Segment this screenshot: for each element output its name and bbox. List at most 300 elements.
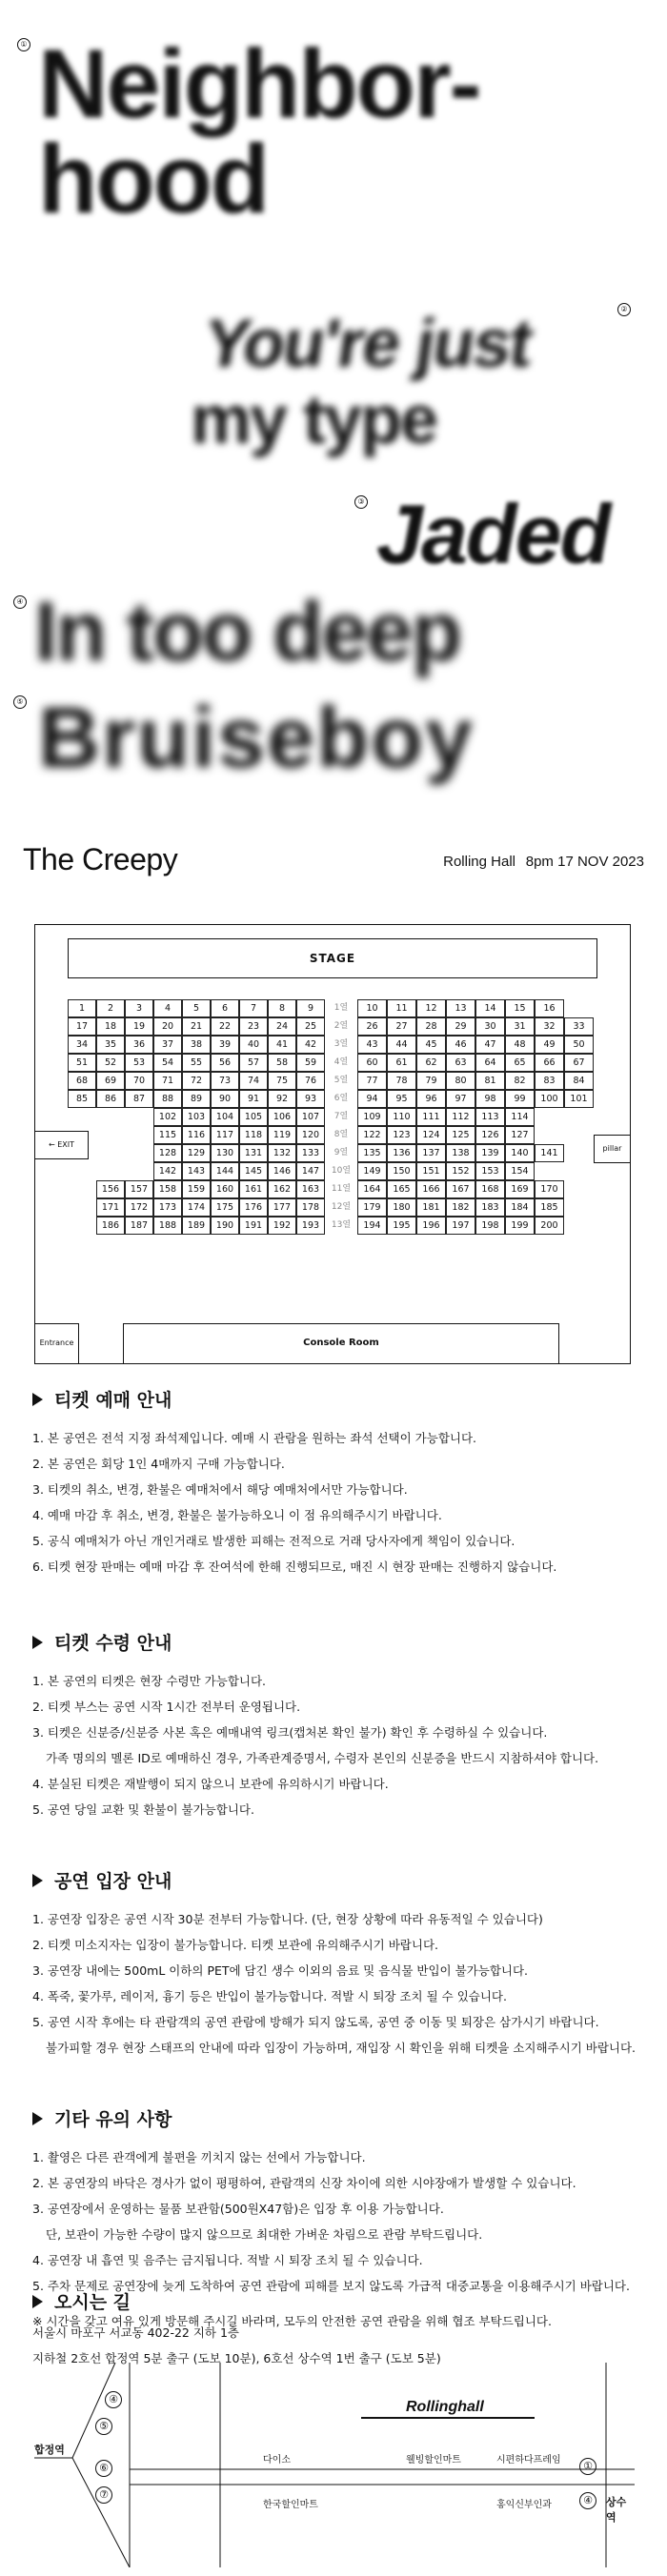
seat: 157 <box>125 1180 153 1198</box>
seat-empty <box>68 1217 96 1235</box>
seat-empty <box>564 999 594 1017</box>
seat: 164 <box>357 1180 387 1198</box>
seat: 47 <box>475 1036 505 1054</box>
info-line: 2. 티켓 미소지자는 입장이 불가능합니다. 티켓 보관에 유의해주시기 바랍니다. <box>32 1938 438 1952</box>
seat: 101 <box>564 1090 594 1108</box>
info-line: 2. 본 공연은 회당 1인 4매까지 구매 가능합니다. <box>32 1457 285 1471</box>
seat: 25 <box>296 1017 325 1036</box>
seat: 62 <box>416 1054 446 1072</box>
seat-empty <box>564 1126 594 1144</box>
info-line: 불가피할 경우 현장 스태프의 안내에 따라 입장이 가능하며, 재입장 시 확인을 위해 티켓을 소지해주시기 바랍니다. <box>46 2041 637 2055</box>
seat: 48 <box>505 1036 535 1054</box>
seat: 116 <box>182 1126 211 1144</box>
seat: 135 <box>357 1144 387 1162</box>
song-title-neighborhood: Neighbor- <box>38 30 480 138</box>
seat: 26 <box>357 1017 387 1036</box>
row-label: 13열 <box>331 1220 352 1230</box>
seat: 1 <box>68 999 96 1017</box>
seat: 144 <box>211 1162 239 1180</box>
seat: 79 <box>416 1072 446 1090</box>
artist-name: The Creepy <box>23 842 178 876</box>
seat: 61 <box>387 1054 416 1072</box>
seat: 126 <box>475 1126 505 1144</box>
seat: 187 <box>125 1217 153 1235</box>
seat: 78 <box>387 1072 416 1090</box>
event-header <box>23 842 644 880</box>
seat: 149 <box>357 1162 387 1180</box>
seat-empty <box>564 1198 594 1217</box>
song-title-bruiseboy: Bruiseboy <box>38 691 475 786</box>
hero-artwork <box>0 0 667 819</box>
section-title: 티켓 예매 안내 <box>54 1390 172 1411</box>
seat: 105 <box>239 1108 268 1126</box>
row-label: 9열 <box>334 1148 349 1157</box>
seat: 49 <box>535 1036 564 1054</box>
exit-1-marker: ① <box>579 2458 596 2475</box>
seat-empty <box>68 1162 96 1180</box>
info-line: 5. 공연 시작 후에는 타 관람객의 공연 관람에 방해가 되지 않도록, 공연 중 이동 및 퇴장은 삼가시기 바랍니다. <box>32 2015 599 2029</box>
seat: 6 <box>211 999 239 1017</box>
seat: 39 <box>211 1036 239 1054</box>
seat-empty <box>564 1108 594 1126</box>
seat-empty <box>96 1126 125 1144</box>
info-line: 3. 공연장 내에는 500mL 이하의 PET에 담긴 생수 이외의 음료 및 음식물 반입이 불가능합니다. <box>32 1963 529 1978</box>
seat: 161 <box>239 1180 268 1198</box>
seat: 123 <box>387 1126 416 1144</box>
seat-empty <box>535 1162 564 1180</box>
row-label: 12열 <box>331 1202 352 1212</box>
exit-5-marker: ⑤ <box>95 2418 112 2435</box>
seat: 125 <box>446 1126 475 1144</box>
seat: 2 <box>96 999 125 1017</box>
seat: 185 <box>535 1198 564 1217</box>
seat: 199 <box>505 1217 535 1235</box>
seat: 151 <box>416 1162 446 1180</box>
seat-empty <box>125 1108 153 1126</box>
seat-empty <box>96 1144 125 1162</box>
seat: 51 <box>68 1054 96 1072</box>
seat: 127 <box>505 1126 535 1144</box>
seat: 81 <box>475 1072 505 1090</box>
row-label: 11열 <box>331 1184 352 1194</box>
seat: 63 <box>446 1054 475 1072</box>
seat: 18 <box>96 1017 125 1036</box>
cafe-label: 시편하다프레임 <box>496 2455 561 2465</box>
row-label: 1열 <box>334 1003 349 1013</box>
seat: 75 <box>268 1072 296 1090</box>
seat: 142 <box>153 1162 182 1180</box>
info-line: 5. 공식 예매처가 아닌 개인거래로 발생한 피해는 전적으로 거래 당사자에게 책임이 있습니다. <box>32 1534 515 1548</box>
seat-empty <box>564 1144 594 1162</box>
welbeing-mart-label: 웰빙할인마트 <box>406 2455 461 2465</box>
seat-empty <box>125 1126 153 1144</box>
seat: 30 <box>475 1017 505 1036</box>
seat-empty <box>68 1198 96 1217</box>
seat: 177 <box>268 1198 296 1217</box>
seat: 7 <box>239 999 268 1017</box>
seat-empty <box>96 1108 125 1126</box>
seat: 21 <box>182 1017 211 1036</box>
triangle-icon <box>32 2112 43 2125</box>
seat: 71 <box>153 1072 182 1090</box>
exit-marker: ← EXIT <box>35 1131 89 1159</box>
info-line: 4. 예매 마감 후 취소, 변경, 환불은 불가능하오니 이 점 유의해주시기 바랍니다. <box>32 1508 442 1522</box>
seat: 131 <box>239 1144 268 1162</box>
seat: 188 <box>153 1217 182 1235</box>
info-line: 1. 촬영은 다른 관객에게 불편을 끼치지 않는 선에서 가능합니다. <box>32 2150 366 2164</box>
seat: 102 <box>153 1108 182 1126</box>
pillar-marker: pillar <box>594 1135 630 1163</box>
seat: 74 <box>239 1072 268 1090</box>
seat: 115 <box>153 1126 182 1144</box>
section-ticket-pickup <box>32 1629 642 1822</box>
hankook-mart-label: 한국할인마트 <box>263 2500 318 2510</box>
seat: 72 <box>182 1072 211 1090</box>
info-line: 5. 주차 문제로 공연장에 늦게 도착하여 공연 관람에 피해를 보지 않도록 가급적 대중교통을 이용해주시기 바랍니다. <box>32 2279 630 2293</box>
seat-empty <box>564 1217 594 1235</box>
seat: 122 <box>357 1126 387 1144</box>
seat: 179 <box>357 1198 387 1217</box>
seat: 178 <box>296 1198 325 1217</box>
row-label: 4열 <box>334 1057 349 1067</box>
seat: 69 <box>96 1072 125 1090</box>
seat: 114 <box>505 1108 535 1126</box>
seat-empty <box>535 1108 564 1126</box>
info-line: 2. 본 공연장의 바닥은 경사가 없이 평평하여, 관람객의 신장 차이에 의한 시야장애가 발생할 수 있습니다. <box>32 2176 576 2190</box>
hapjeong-station-label: 합정역 <box>34 2444 65 2456</box>
seat-empty <box>535 1126 564 1144</box>
info-line: 1. 본 공연은 전석 지정 좌석제입니다. 예매 시 관람을 원하는 좌석 선택이 가능합니다. <box>32 1431 477 1445</box>
info-line: 2. 티켓 부스는 공연 시작 1시간 전부터 운영됩니다. <box>32 1700 301 1714</box>
seat: 54 <box>153 1054 182 1072</box>
seat: 91 <box>239 1090 268 1108</box>
seat: 43 <box>357 1036 387 1054</box>
seat: 173 <box>153 1198 182 1217</box>
song-number-5: ⑤ <box>13 695 27 709</box>
console-room: Console Room <box>123 1323 559 1363</box>
seat: 24 <box>268 1017 296 1036</box>
seat: 140 <box>505 1144 535 1162</box>
info-line: 3. 티켓의 취소, 변경, 환불은 예매처에서 해당 예매처에서만 가능합니다. <box>32 1482 408 1497</box>
seat: 143 <box>182 1162 211 1180</box>
seat: 156 <box>96 1180 125 1198</box>
seat: 111 <box>416 1108 446 1126</box>
song-number-4: ④ <box>13 595 27 609</box>
seat: 189 <box>182 1217 211 1235</box>
row-label: 10열 <box>331 1166 352 1176</box>
seat: 191 <box>239 1217 268 1235</box>
seat: 152 <box>446 1162 475 1180</box>
seat: 65 <box>505 1054 535 1072</box>
seat: 20 <box>153 1017 182 1036</box>
event-datetime: 8pm 17 NOV 2023 <box>525 854 644 870</box>
seat: 14 <box>475 999 505 1017</box>
seat: 84 <box>564 1072 594 1090</box>
seat-empty <box>125 1144 153 1162</box>
song-number-1: ① <box>17 38 30 51</box>
section-title: 기타 유의 사항 <box>54 2109 172 2130</box>
seat: 28 <box>416 1017 446 1036</box>
seat: 193 <box>296 1217 325 1235</box>
seat: 182 <box>446 1198 475 1217</box>
seat: 109 <box>357 1108 387 1126</box>
seat-empty <box>68 1180 96 1198</box>
seat: 119 <box>268 1126 296 1144</box>
seat: 87 <box>125 1090 153 1108</box>
row-label: 6열 <box>334 1094 349 1103</box>
seat: 11 <box>387 999 416 1017</box>
seat: 113 <box>475 1108 505 1126</box>
song-number-2: ② <box>617 303 631 316</box>
info-line: 4. 분실된 티켓은 재발행이 되지 않으니 보관에 유의하시기 바랍니다. <box>32 1777 389 1791</box>
seat: 130 <box>211 1144 239 1162</box>
seat-empty <box>125 1162 153 1180</box>
triangle-icon <box>32 1874 43 1887</box>
seat: 169 <box>505 1180 535 1198</box>
seat: 139 <box>475 1144 505 1162</box>
seat: 82 <box>505 1072 535 1090</box>
section-title: 오시는 길 <box>54 2292 131 2313</box>
seat: 5 <box>182 999 211 1017</box>
seat: 46 <box>446 1036 475 1054</box>
seat: 16 <box>535 999 564 1017</box>
seat: 195 <box>387 1217 416 1235</box>
seat: 175 <box>211 1198 239 1217</box>
seat: 77 <box>357 1072 387 1090</box>
seat: 3 <box>125 999 153 1017</box>
seat: 107 <box>296 1108 325 1126</box>
seat: 128 <box>153 1144 182 1162</box>
seat: 34 <box>68 1036 96 1054</box>
seat: 146 <box>268 1162 296 1180</box>
seat: 4 <box>153 999 182 1017</box>
seat: 196 <box>416 1217 446 1235</box>
triangle-icon <box>32 2295 43 2308</box>
seat: 183 <box>475 1198 505 1217</box>
seat: 53 <box>125 1054 153 1072</box>
seat: 55 <box>182 1054 211 1072</box>
seat: 59 <box>296 1054 325 1072</box>
section-entry <box>32 1867 642 2061</box>
seat: 153 <box>475 1162 505 1180</box>
seat: 94 <box>357 1090 387 1108</box>
address-line: 서울시 마포구 서교동 402-22 지하 1층 <box>32 2325 239 2340</box>
seat: 50 <box>564 1036 594 1054</box>
seat-block-left <box>68 999 325 1235</box>
seat: 36 <box>125 1036 153 1054</box>
directions-map <box>34 2353 635 2567</box>
triangle-icon <box>32 1393 43 1406</box>
seat: 33 <box>564 1017 594 1036</box>
seat: 186 <box>96 1217 125 1235</box>
seat: 117 <box>211 1126 239 1144</box>
seat: 166 <box>416 1180 446 1198</box>
seat: 32 <box>535 1017 564 1036</box>
seat-block-right <box>357 999 594 1235</box>
section-title: 공연 입장 안내 <box>54 1871 172 1892</box>
info-line: 6. 티켓 현장 판매는 예매 마감 후 잔여석에 한해 진행되므로, 매진 시 현장 판매는 진행하지 않습니다. <box>32 1560 557 1574</box>
seat: 31 <box>505 1017 535 1036</box>
seat-empty <box>68 1108 96 1126</box>
seat: 132 <box>268 1144 296 1162</box>
seat: 170 <box>535 1180 564 1198</box>
row-label: 2열 <box>334 1021 349 1031</box>
seat: 110 <box>387 1108 416 1126</box>
seat: 23 <box>239 1017 268 1036</box>
seat: 13 <box>446 999 475 1017</box>
seat: 99 <box>505 1090 535 1108</box>
row-label: 3열 <box>334 1039 349 1049</box>
seat: 103 <box>182 1108 211 1126</box>
seat: 147 <box>296 1162 325 1180</box>
seat: 118 <box>239 1126 268 1144</box>
seat: 198 <box>475 1217 505 1235</box>
seat: 162 <box>268 1180 296 1198</box>
seat: 38 <box>182 1036 211 1054</box>
sangsu-station-label: 상수역 <box>606 2496 627 2524</box>
exit-4b-marker: ④ <box>579 2492 596 2509</box>
song-title-neighborhood-line2: hood <box>38 125 269 233</box>
daiso-label: 다이소 <box>263 2455 291 2465</box>
seat: 174 <box>182 1198 211 1217</box>
song-title-my-type: my type <box>191 382 437 458</box>
seat: 190 <box>211 1217 239 1235</box>
map-road <box>72 2363 115 2458</box>
seat: 106 <box>268 1108 296 1126</box>
section-title: 티켓 수령 안내 <box>54 1633 172 1654</box>
seat: 85 <box>68 1090 96 1108</box>
seat: 150 <box>387 1162 416 1180</box>
seat: 176 <box>239 1198 268 1217</box>
seat: 58 <box>268 1054 296 1072</box>
info-line: 1. 공연장 입장은 공연 시작 30분 전부터 가능합니다. (단, 현장 상황에 따라 유동적일 수 있습니다) <box>32 1912 543 1926</box>
seat-map <box>34 924 631 1364</box>
seat: 73 <box>211 1072 239 1090</box>
seat: 92 <box>268 1090 296 1108</box>
seat: 70 <box>125 1072 153 1090</box>
seat: 194 <box>357 1217 387 1235</box>
info-line: 5. 공연 당일 교환 및 환불이 불가능합니다. <box>32 1802 254 1817</box>
seat: 83 <box>535 1072 564 1090</box>
row-labels <box>327 999 355 1235</box>
seat: 60 <box>357 1054 387 1072</box>
row-label: 7열 <box>334 1112 349 1121</box>
seat: 12 <box>416 999 446 1017</box>
seat-empty <box>564 1162 594 1180</box>
seat: 15 <box>505 999 535 1017</box>
seat: 80 <box>446 1072 475 1090</box>
transit-line: 지하철 2호선 합정역 5분 출구 (도보 10분), 6호선 상수역 1번 출구 (도보 5분) <box>32 2351 441 2365</box>
seat: 159 <box>182 1180 211 1198</box>
seat: 27 <box>387 1017 416 1036</box>
seat: 104 <box>211 1108 239 1126</box>
rollinghall-label: Rollinghall <box>406 2399 484 2415</box>
seat-empty <box>564 1180 594 1198</box>
row-label: 5열 <box>334 1076 349 1085</box>
seat: 19 <box>125 1017 153 1036</box>
stage: STAGE <box>68 938 597 978</box>
info-line: 1. 본 공연의 티켓은 현장 수령만 가능합니다. <box>32 1674 267 1688</box>
seat: 171 <box>96 1198 125 1217</box>
seat: 76 <box>296 1072 325 1090</box>
seat: 180 <box>387 1198 416 1217</box>
section-ticket-booking <box>32 1386 642 1580</box>
seat: 22 <box>211 1017 239 1036</box>
seat: 97 <box>446 1090 475 1108</box>
seat: 86 <box>96 1090 125 1108</box>
seat: 112 <box>446 1108 475 1126</box>
exit-7-marker: ⑦ <box>95 2486 112 2504</box>
seat: 35 <box>96 1036 125 1054</box>
seat: 95 <box>387 1090 416 1108</box>
exit-4-marker: ④ <box>105 2391 122 2408</box>
seat: 167 <box>446 1180 475 1198</box>
seat: 66 <box>535 1054 564 1072</box>
seat: 10 <box>357 999 387 1017</box>
seat: 44 <box>387 1036 416 1054</box>
clinic-label: 홍익신부인과 <box>496 2500 552 2510</box>
seat: 197 <box>446 1217 475 1235</box>
seat: 8 <box>268 999 296 1017</box>
seat: 129 <box>182 1144 211 1162</box>
seat: 52 <box>96 1054 125 1072</box>
seat: 90 <box>211 1090 239 1108</box>
song-title-youre-just: You're just <box>199 306 536 382</box>
seat: 141 <box>535 1144 564 1162</box>
seat: 138 <box>446 1144 475 1162</box>
seat: 68 <box>68 1072 96 1090</box>
row-label: 8열 <box>334 1130 349 1139</box>
seat: 136 <box>387 1144 416 1162</box>
song-number-3: ③ <box>354 495 368 509</box>
seat: 17 <box>68 1017 96 1036</box>
exit-6-marker: ⑥ <box>95 2460 112 2477</box>
info-line: 3. 티켓은 신분증/신분증 사본 혹은 예매내역 링크(캡처본 확인 불가) 확인 후 수령하실 수 있습니다. <box>32 1725 548 1740</box>
seat: 124 <box>416 1126 446 1144</box>
seat: 89 <box>182 1090 211 1108</box>
seat: 100 <box>535 1090 564 1108</box>
seat: 165 <box>387 1180 416 1198</box>
seat: 158 <box>153 1180 182 1198</box>
seat: 56 <box>211 1054 239 1072</box>
seat-empty <box>96 1162 125 1180</box>
seat: 67 <box>564 1054 594 1072</box>
seat: 98 <box>475 1090 505 1108</box>
seat: 29 <box>446 1017 475 1036</box>
seat: 88 <box>153 1090 182 1108</box>
entrance-marker: Entrance <box>35 1323 79 1363</box>
seat: 40 <box>239 1036 268 1054</box>
seat: 37 <box>153 1036 182 1054</box>
seat: 160 <box>211 1180 239 1198</box>
seat: 184 <box>505 1198 535 1217</box>
triangle-icon <box>32 1636 43 1649</box>
song-title-jaded: Jaded <box>376 487 610 581</box>
seat: 45 <box>416 1036 446 1054</box>
seat: 57 <box>239 1054 268 1072</box>
seat: 9 <box>296 999 325 1017</box>
seat: 133 <box>296 1144 325 1162</box>
seat: 93 <box>296 1090 325 1108</box>
info-line: 4. 폭죽, 꽃가루, 레이저, 흉기 등은 반입이 불가능합니다. 적발 시 퇴장 조치 될 수 있습니다. <box>32 1989 507 2003</box>
seat: 154 <box>505 1162 535 1180</box>
info-note: ※ 시간을 갖고 여유 있게 방문해 주시길 바라며, 모두의 안전한 공연 관람을 위해 협조 부탁드립니다. <box>32 2314 552 2328</box>
seat: 163 <box>296 1180 325 1198</box>
seat: 168 <box>475 1180 505 1198</box>
seat: 42 <box>296 1036 325 1054</box>
seat: 137 <box>416 1144 446 1162</box>
seat: 192 <box>268 1217 296 1235</box>
